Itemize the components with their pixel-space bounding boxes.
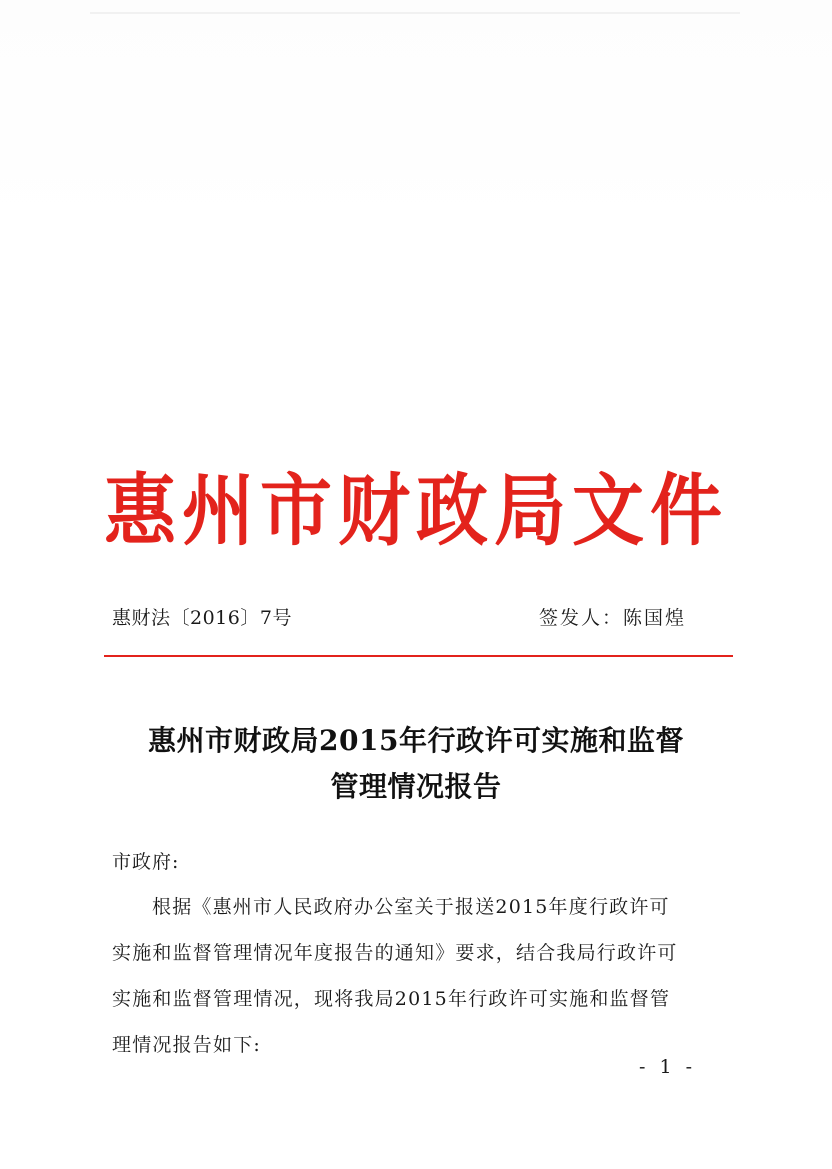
body-paragraph (112, 884, 724, 1068)
body-line-3: 实施和监督管理情况，现将我局2015年行政许可实施和监督管 (112, 988, 671, 1010)
body-line-1: 根据《惠州市人民政府办公室关于报送2015年度行政许可 (152, 896, 670, 918)
report-title (0, 718, 832, 810)
scan-edge-mark (90, 12, 740, 14)
issuer-red-title: 惠州市财政局文件 (103, 464, 728, 556)
red-separator-rule (104, 655, 733, 657)
salutation: 市政府: (112, 851, 180, 873)
body-line-2: 实施和监督管理情况年度报告的通知》要求，结合我局行政许可 (112, 942, 678, 964)
document-number: 惠财法〔2016〕7号 (112, 607, 292, 629)
report-title-line-1: 惠州市财政局2015年行政许可实施和监督 (148, 724, 684, 757)
signer: 签发人：陈国煌 (538, 607, 686, 629)
page-number: - 1 - (638, 1056, 696, 1078)
body-line-4: 理情况报告如下: (112, 1034, 262, 1056)
report-title-line-2: 管理情况报告 (330, 770, 502, 803)
